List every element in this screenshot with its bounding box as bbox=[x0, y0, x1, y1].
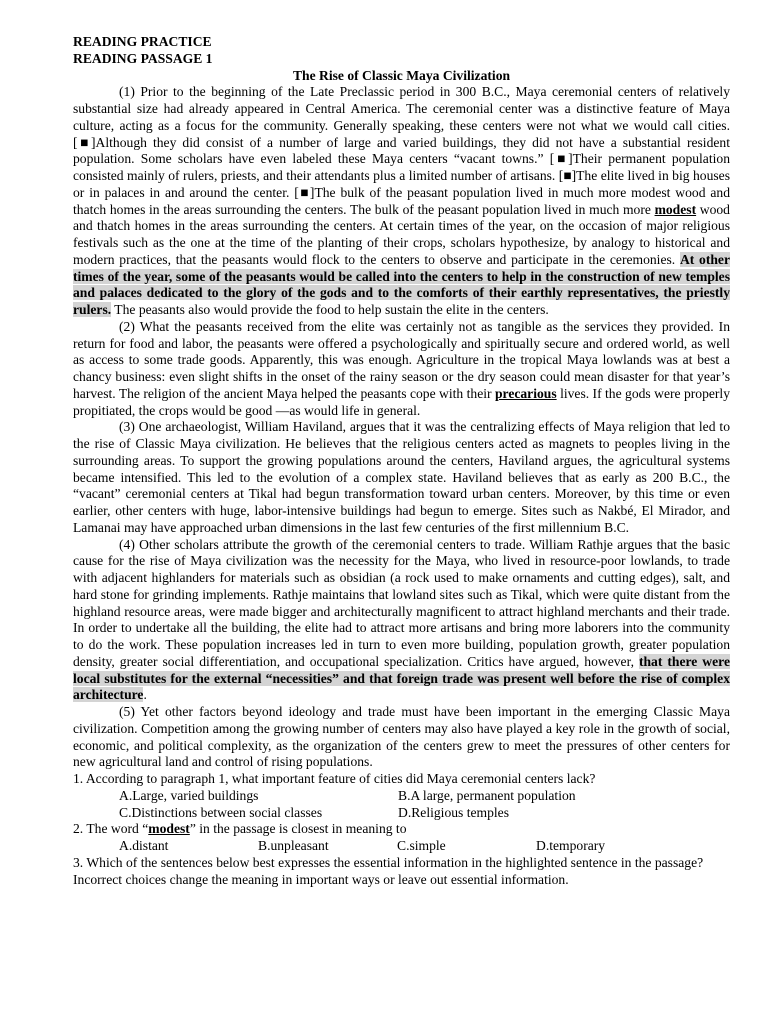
question-1-option-b[interactable]: B.A large, permanent population bbox=[398, 787, 576, 803]
question-2-text-pre: 2. The word “ bbox=[73, 821, 149, 837]
header-reading-practice: READING PRACTICE bbox=[73, 34, 212, 49]
paragraph-2-text-b: lives. If the gods were properly propitiated, the crops would be good —as would life in general. bbox=[73, 385, 731, 418]
highlighted-sentence-4: that there were local substitutes for the external “necessities” and that foreign trade was present well before the rise of complex architecture bbox=[73, 653, 730, 703]
paragraph-1-text-b: wood and thatch homes in the areas surrounding the centers. At certain times of the year, on the occasion of major religious festivals such as the one at the time of the planting of their crops, scholars hypothesize, by analogy to historical and modern practices, that the peasants would flock to the centers to observe and participate in the ceremonies. bbox=[73, 201, 730, 267]
question-1-option-d[interactable]: D.Religious temples bbox=[398, 804, 510, 820]
paragraph-1-text-a: (1) Prior to the beginning of the Late Preclassic period in 300 B.C., Maya ceremonial centers of relatively substantial size had already appeared in Central America. The ceremonial center was a distinctive feature of Maya culture, acting as a focus for the community. Generally speaking, these centers were not what we would call cities. [■]Although they did consist of a number of large and varied buildings, they did not have a substantial resident population. Some scholars have even labeled these Maya centers “vacant towns.” [■]Their permanent population consisted mainly of rulers, priests, and their attendants plus a limited number of artisans. [■]The elite lived in big houses or in palaces in and around the center. [■]The bulk of the peasant population lived in much more modest wood and thatch homes in the areas surrounding the centers. The bulk of the peasant population lived in much more bbox=[73, 84, 730, 217]
vocab-word-precarious: precarious bbox=[494, 385, 557, 401]
question-1-options-row-2 bbox=[73, 805, 730, 822]
paragraph-3: (3) One archaeologist, William Haviland, argues that it was the centralizing effects of Maya religion that led to the rise of Classic Maya civilization. He believes that the religious centers acted as magnets to peoples living in the surrounding areas. To support the growing populations around the centers, Haviland argues, the agricultural systems became intensified. This led to the evolution of a complex state. Haviland believes that as early as 200 B.C., the “vacant” ceremonial centers at Tikal had begun transformation toward urban centers. Moreover, by this time or even earlier, other centers with huge, labor-intensive buildings had begun to emerge. Sites such as Nakbé, El Mirador, and Lamanai may have approached urban dimensions in the last few centuries of the first millennium B.C. bbox=[73, 419, 730, 535]
question-2-option-b[interactable]: B.unpleasant bbox=[258, 838, 329, 853]
passage-title: The Rise of Classic Maya Civilization bbox=[292, 67, 511, 83]
question-2-vocab-word: modest bbox=[148, 821, 190, 837]
question-2-option-d[interactable]: D.temporary bbox=[536, 838, 606, 853]
vocab-word-modest: modest bbox=[654, 201, 697, 217]
paragraph-1 bbox=[73, 84, 730, 319]
question-3: 3. Which of the sentences below best expresses the essential information in the highlighted sentence in the passage? Incorrect choices change the meaning in important ways or leave out essential information. bbox=[73, 854, 704, 887]
question-1: 1. According to paragraph 1, what important feature of cities did Maya ceremonial centers lack? bbox=[73, 771, 596, 786]
paragraph-2-text-a: (2) What the peasants received from the elite was certainly not as tangible as the services they provided. In return for food and labor, the peasants were offered a psychologically and spiritually secure and ordered world, as well as access to some trade goods. Apparently, this was enough. Agriculture in the tropical Maya lowlands was at best a chancy business: even slight shifts in the onset of the rainy season or the dry season could mean disaster for that year’s harvest. The religion of the ancient Maya helped the peasants cope with their bbox=[73, 318, 730, 401]
paragraph-4-end: . bbox=[143, 687, 147, 703]
question-2-option-c[interactable]: C.simple bbox=[397, 838, 446, 853]
question-1-options-row-1 bbox=[73, 788, 730, 805]
paragraph-4-text-a: (4) Other scholars attribute the growth of the ceremonial centers to trade. William Rathje argues that the basic cause for the rise of Maya civilization was the necessity for the Maya, who lived in resource-poor lowlands, to trade with adjacent highlanders for materials such as obsidian (a rock used to make ornaments and cutting edges), salt, and hard stone for grinding implements. Rathje maintains that lowland sites such as Tikal, which were quite distant from the highland resource areas, were made bigger and architecturally magnificent to attract highland merchants and their trade. In order to undertake all the building, the elite had to attract more artisans and bring more laborers into the community to do the work. These population increases led in turn to even more building, population growth, greater population density, greater social differentiation, and occupational specialization. Critics have argued, however, bbox=[73, 536, 730, 669]
question-2 bbox=[73, 821, 730, 838]
question-1-option-a[interactable]: A.Large, varied buildings bbox=[119, 787, 259, 803]
question-2-options bbox=[73, 838, 730, 855]
question-2-text-post: ” in the passage is closest in meaning to bbox=[189, 821, 407, 837]
paragraph-5: (5) Yet other factors beyond ideology and trade must have been important in the emerging Classic Maya civilization. Competition among the growing number of centers may also have played a key role in the growth of social, economic, and political complexity, as the organization of the centers grew to meet the pressures of other centers for new agricultural land and control of rising populations. bbox=[73, 704, 730, 770]
paragraph-4 bbox=[73, 537, 730, 705]
paragraph-1-text-c: The peasants also would provide the food to help sustain the elite in the centers. bbox=[114, 302, 549, 317]
header-reading-passage: READING PASSAGE 1 bbox=[73, 50, 213, 66]
question-1-option-c[interactable]: C.Distinctions between social classes bbox=[119, 804, 323, 820]
question-2-option-a[interactable]: A.distant bbox=[119, 838, 169, 853]
highlighted-sentence-1: At other times of the year, some of the peasants would be called into the centers to help in the construction of new temples and palaces dedicated to the glory of the gods and to the comforts of their earthly representatives, the priestly rulers. bbox=[73, 251, 730, 317]
paragraph-2 bbox=[73, 319, 730, 420]
